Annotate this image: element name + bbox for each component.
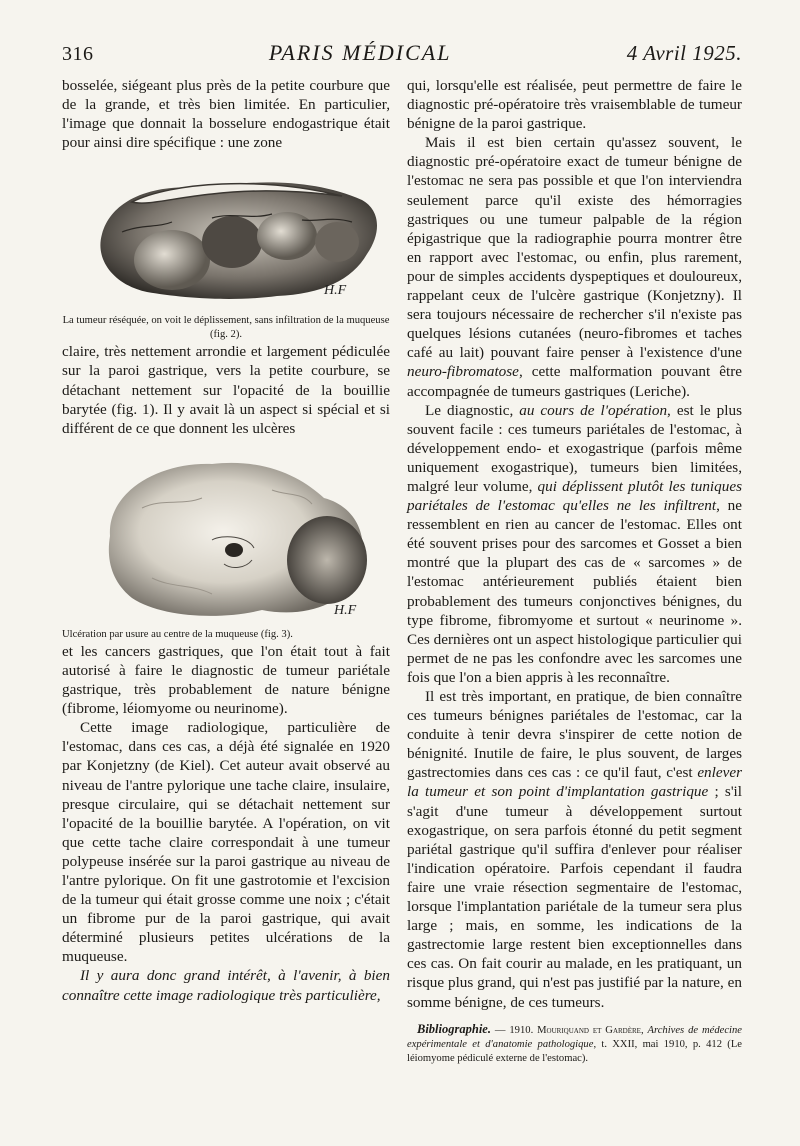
bibliography-heading: Bibliographie. [417,1021,491,1036]
issue-date: 4 Avril 1925. [626,41,742,65]
figure-ulceration [62,448,390,624]
paragraph: claire, très nettement arrondie et largement pédiculée sur la paroi gastrique, vers la petite courbure, se détachant nettement sur l'opacité de la bouillie barytée (fig. 1). Il y avait là un aspect si spécial et si différent de ce que donnent les ulcères [62,343,390,437]
left-column [62,76,390,1005]
paragraph: qui, lorsqu'elle est réalisée, peut permettre de faire le diagnostic pré-opératoire très vraisemblable de tumeur bénigne de la paroi gastrique. [407,77,742,133]
figure-caption: La tumeur réséquée, on voit le déplissement, sans infiltration de la muqueuse (fig. 2). [62,315,390,341]
running-header [62,40,742,70]
right-column [407,76,742,1066]
artist-signature: H.F [324,283,347,299]
tumor-illustration [62,162,390,310]
paragraph: et les cancers gastriques, que l'on était tout à fait autorisé à faire le diagnostic de tumeur pariétale gastrique, très probablement de nature bénigne (fibrome, léiomyome ou neurinome). [62,642,390,718]
figure-resected-tumor [62,162,390,310]
ulceration-illustration [62,448,390,624]
artist-signature: H.F [334,602,357,618]
paragraph: Cette image radiologique, particulière de l'estomac, dans ces cas, a déjà été signalée en 1920 par Konjetzny (de Kiel). Cet auteur avait observé au niveau de l'antre pylorique une tache claire, insulaire, presque circulaire, qui se détachait nettement sur l'opacité de la bouillie barytée. A l'opération, on vit que cette tache claire correspondait à une tumeur polypeuse insérée sur la paroi gastrique au niveau de l'antre pylorique. On fit une gastrotomie et l'excision de la tumeur qui était grosse comme une noix ; c'était un fibrome pur de la paroi gastrique, qui avait déterminé plusieurs petites ulcérations de la muqueuse. [62,719,390,966]
paragraph: Il y aura donc grand intérêt, à l'avenir, à bien connaître cette image radiologique très particulière, [62,967,390,1004]
paragraph: Le diagnostic, au cours de l'opération, est le plus souvent facile : ces tumeurs pariétales de l'estomac, à développement endo- et exogastrique (parfois même uniquement exogastrique), tumeurs bien limitées, malgré leur volume, qui déplissent plutôt les tuniques pariétales de l'estomac qu'elles ne les infiltrent, ne ressemblent en rien au cancer de l'estomac. Elles ont été souvent prises pour des sarcomes et Gosset a bien montré que la plupart des cas de « sarcomes » de l'estomac antérieurement publiés étaient bien probablement des tumeurs conjonctives bénignes, du type fibrome, fibromyome et surtout « neurinome ». Ces dernières ont un aspect histologique particulier qui permet de ne pas les confondre avec les sarcomes une fois que l'on a bien appris à les reconnaître. [407,401,742,686]
page-number: 316 [62,43,94,65]
figure-caption: Ulcération par usure au centre de la muqueuse (fig. 3). [62,628,293,640]
paragraph: Mais il est bien certain qu'assez souvent, le diagnostic pré-opératoire exact de tumeur bénigne de l'estomac ne sera pas possible et que l'on interviendra seulement parce qu'il existe des hémorragies gastriques ou une tumeur palpable de la région épigastrique que la radiographie pourra montrer être en rapport avec l'estomac, ou enfin, plus rarement, pour de simples accidents dyspeptiques et douloureux, rappelant ceux de l'ulcère gastrique (Konjetzny). Il sera toujours nécessaire de rechercher s'il n'existe pas quelques lésions cutanées (neuro-fibromes et taches café au lait) pouvant faire penser à l'existence d'une neuro-fibromatose, cette malformation pouvant être accompagnée de tumeurs gastriques (Leriche). [407,134,742,400]
paragraph: bosselée, siégeant plus près de la petite courbure que de la grande, et très bien limitée. En particulier, l'image que donnait la bosselure endogastrique était pour ainsi dire spécifique : une zone [62,77,390,152]
journal-title: PARIS MÉDICAL [268,40,452,65]
paragraph: Il est très important, en pratique, de bien connaître ces tumeurs bénignes pariétales de l'estomac, car la conduite à tenir devra s'inspirer de cette notion de bénignité. Inutile de faire, le plus souvent, de larges gastrectomies dans ces cas : ce qu'il faut, c'est enlever la tumeur et son point d'implantation gastrique ; s'il s'agit d'une tumeur à développement surtout exogastrique, on sera parfois étonné du petit segment pariétal gastrique qu'il suffira d'enlever pour réaliser l'indication opératoire. Parfois cependant il faudra faire une vraie résection segmentaire de l'estomac, lorsque l'implantation pariétale de la tumeur sera plus large ; mais, en somme, les indications de la gastrectomie large restent bien exceptionnelles dans ces cas. On fait courir au malade, en les pratiquant, un risque plus grand, qui n'est pas justifié par la nature, en somme bénigne, de ces tumeurs. [407,688,743,1011]
bibliography: Bibliographie. — 1910. Mouriquand et Gardère, Archives de médecine expérimentale et d'anatomie pathologique, t. XXII, mai 1910, p. 412 (Le léiomyome pédiculé externe de l'estomac). [407,1021,742,1064]
